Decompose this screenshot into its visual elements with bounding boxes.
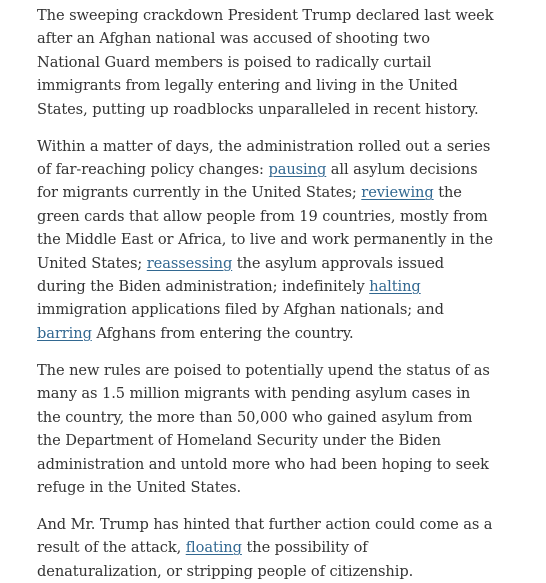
link-reviewing[interactable]: reviewing [361,184,434,202]
text-segment: the green cards that allow people from 19 countries, mostly from the Middle East or Africa, to live and work permanently in the United States; [37,184,493,272]
link-pausing[interactable]: pausing [268,161,327,179]
link-barring[interactable]: barring [37,324,92,342]
text-segment: the possibility of denaturalization, or stripping people of citizenship. [37,539,414,580]
link-reassessing[interactable]: reassessing [146,254,233,272]
text-segment: all asylum decisions for migrants currently in the United States; [37,161,478,202]
link-floating[interactable]: floating [185,539,242,557]
paragraph-4 [37,513,494,583]
text-segment: And Mr. Trump has hinted that further action could come as a result of the attack, [37,515,493,557]
paragraph-3 [37,359,494,499]
text-segment: Afghans from entering the country. [91,324,354,342]
paragraph-1 [37,4,494,121]
text-segment: The sweeping crackdown President Trump declared last week after an Afghan national was accused of shooting two National Guard members is poised to radically curtail immigrants from legally entering and living in the United States, putting up roadblocks unparalleled in recent history. [37,7,494,118]
text-segment: The new rules are poised to potentially upend the status of as many as 1.5 million migrants with pending asylum cases in the country, the more than 50,000 who gained asylum from the Department of Homeland Security under the Biden administration and untold more who had been hoping to seek refuge in the United States. [37,361,490,496]
text-segment: the asylum approvals issued during the Biden administration; indefinitely [37,254,445,296]
link-halting[interactable]: halting [369,278,421,296]
paragraph-2 [37,135,494,346]
text-segment: immigration applications filed by Afghan nationals; and [37,301,444,319]
text-segment: Within a matter of days, the administration rolled out a series of far-reaching policy changes: [37,137,491,179]
